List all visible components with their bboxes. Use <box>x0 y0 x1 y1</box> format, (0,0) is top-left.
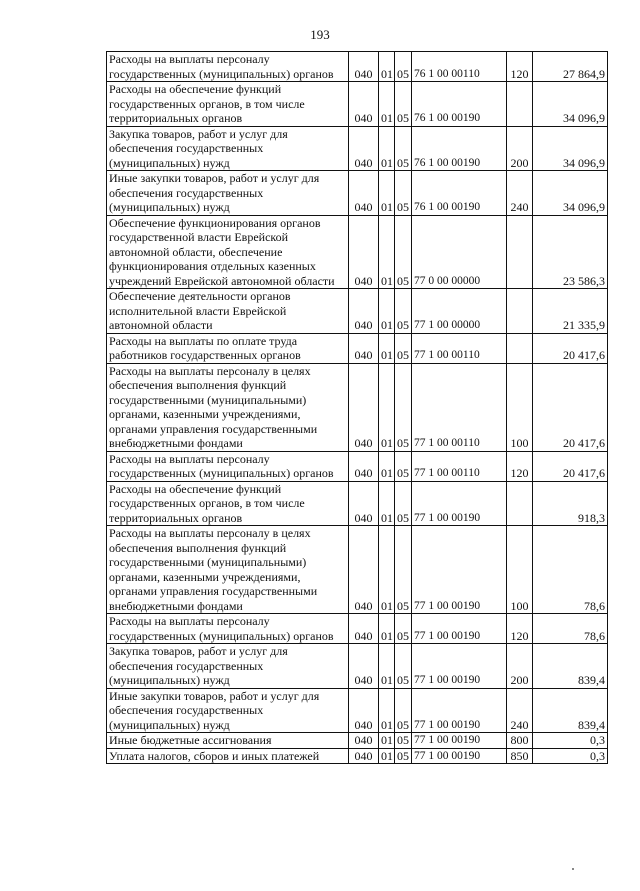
table-row <box>107 644 608 689</box>
section-code: 01 <box>379 126 395 171</box>
row-name: Закупка товаров, работ и услуг для обеспечения государственных (муниципальных) нужд <box>107 126 349 171</box>
amount: 839,4 <box>533 644 608 689</box>
row-name: Обеспечение функционирования органов государственной власти Еврейской автономной области, обеспечение функционирования отдельных казенных учреждений Еврейской автономной области <box>107 215 349 289</box>
row-name: Расходы на выплаты персоналу государственных (муниципальных) органов <box>107 614 349 644</box>
table-row <box>107 126 608 171</box>
subsection-code: 05 <box>395 688 412 733</box>
target-article-code: 77 1 00 00110 <box>412 451 507 481</box>
target-article-code: 77 1 00 00190 <box>412 733 507 749</box>
grbs-code: 040 <box>349 171 379 216</box>
section-code: 01 <box>379 481 395 526</box>
grbs-code: 040 <box>349 733 379 749</box>
expense-type-code <box>507 82 533 127</box>
target-article-code: 77 1 00 00190 <box>412 481 507 526</box>
row-name: Иные закупки товаров, работ и услуг для обеспечения государственных (муниципальных) нужд <box>107 171 349 216</box>
grbs-code: 040 <box>349 363 379 451</box>
section-code: 01 <box>379 215 395 289</box>
target-article-code: 76 1 00 00110 <box>412 52 507 82</box>
expense-type-code: 240 <box>507 171 533 216</box>
amount: 34 096,9 <box>533 126 608 171</box>
table-row <box>107 481 608 526</box>
grbs-code: 040 <box>349 526 379 614</box>
table-row <box>107 526 608 614</box>
row-name: Расходы на выплаты персоналу в целях обеспечения выполнения функций государственными (муниципальными) органами, казенными учреждениями, органами управления государственными внебюджетными фондами <box>107 363 349 451</box>
page-number: 193 <box>310 27 330 42</box>
section-code: 01 <box>379 733 395 749</box>
section-code: 01 <box>379 52 395 82</box>
target-article-code: 77 1 00 00190 <box>412 748 507 764</box>
row-name: Расходы на выплаты персоналу государственных (муниципальных) органов <box>107 52 349 82</box>
section-code: 01 <box>379 171 395 216</box>
table-row <box>107 52 608 82</box>
table-row <box>107 688 608 733</box>
expense-type-code: 120 <box>507 52 533 82</box>
expense-type-code: 800 <box>507 733 533 749</box>
grbs-code: 040 <box>349 215 379 289</box>
subsection-code: 05 <box>395 52 412 82</box>
amount: 34 096,9 <box>533 171 608 216</box>
amount: 20 417,6 <box>533 333 608 363</box>
scan-speck <box>572 868 574 870</box>
subsection-code: 05 <box>395 363 412 451</box>
amount: 21 335,9 <box>533 289 608 334</box>
subsection-code: 05 <box>395 82 412 127</box>
grbs-code: 040 <box>349 52 379 82</box>
table-row <box>107 289 608 334</box>
subsection-code: 05 <box>395 614 412 644</box>
section-code: 01 <box>379 363 395 451</box>
grbs-code: 040 <box>349 748 379 764</box>
expense-type-code: 240 <box>507 688 533 733</box>
amount: 23 586,3 <box>533 215 608 289</box>
subsection-code: 05 <box>395 171 412 216</box>
table-row <box>107 748 608 764</box>
section-code: 01 <box>379 644 395 689</box>
amount: 78,6 <box>533 526 608 614</box>
target-article-code: 77 1 00 00190 <box>412 688 507 733</box>
section-code: 01 <box>379 82 395 127</box>
expense-type-code <box>507 481 533 526</box>
table-row <box>107 363 608 451</box>
amount: 27 864,9 <box>533 52 608 82</box>
expense-type-code <box>507 289 533 334</box>
row-name: Расходы на обеспечение функций государственных органов, в том числе территориальных органов <box>107 82 349 127</box>
section-code: 01 <box>379 748 395 764</box>
target-article-code: 77 1 00 00190 <box>412 614 507 644</box>
section-code: 01 <box>379 451 395 481</box>
grbs-code: 040 <box>349 614 379 644</box>
section-code: 01 <box>379 333 395 363</box>
expense-type-code <box>507 215 533 289</box>
subsection-code: 05 <box>395 333 412 363</box>
target-article-code: 77 1 00 00110 <box>412 363 507 451</box>
expense-type-code: 200 <box>507 126 533 171</box>
amount: 20 417,6 <box>533 363 608 451</box>
expense-type-code: 100 <box>507 526 533 614</box>
target-article-code: 76 1 00 00190 <box>412 82 507 127</box>
subsection-code: 05 <box>395 748 412 764</box>
row-name: Расходы на обеспечение функций государственных органов, в том числе территориальных органов <box>107 481 349 526</box>
section-code: 01 <box>379 289 395 334</box>
amount: 78,6 <box>533 614 608 644</box>
subsection-code: 05 <box>395 126 412 171</box>
target-article-code: 76 1 00 00190 <box>412 171 507 216</box>
subsection-code: 05 <box>395 481 412 526</box>
subsection-code: 05 <box>395 215 412 289</box>
row-name: Расходы на выплаты персоналу государственных (муниципальных) органов <box>107 451 349 481</box>
expense-type-code: 850 <box>507 748 533 764</box>
expense-type-code: 120 <box>507 614 533 644</box>
subsection-code: 05 <box>395 526 412 614</box>
amount: 0,3 <box>533 748 608 764</box>
target-article-code: 76 1 00 00190 <box>412 126 507 171</box>
amount: 839,4 <box>533 688 608 733</box>
table-row <box>107 171 608 216</box>
expense-type-code <box>507 333 533 363</box>
target-article-code: 77 1 00 00190 <box>412 644 507 689</box>
row-name: Расходы на выплаты по оплате труда работников государственных органов <box>107 333 349 363</box>
expense-type-code: 200 <box>507 644 533 689</box>
table-row <box>107 215 608 289</box>
table-row <box>107 333 608 363</box>
target-article-code: 77 1 00 00000 <box>412 289 507 334</box>
target-article-code: 77 1 00 00190 <box>412 526 507 614</box>
grbs-code: 040 <box>349 451 379 481</box>
amount: 34 096,9 <box>533 82 608 127</box>
table-row <box>107 733 608 749</box>
row-name: Иные закупки товаров, работ и услуг для обеспечения государственных (муниципальных) нужд <box>107 688 349 733</box>
target-article-code: 77 0 00 00000 <box>412 215 507 289</box>
row-name: Уплата налогов, сборов и иных платежей <box>107 748 349 764</box>
grbs-code: 040 <box>349 126 379 171</box>
section-code: 01 <box>379 614 395 644</box>
section-code: 01 <box>379 526 395 614</box>
amount: 0,3 <box>533 733 608 749</box>
row-name: Иные бюджетные ассигнования <box>107 733 349 749</box>
row-name: Расходы на выплаты персоналу в целях обеспечения выполнения функций государственными (муниципальными) органами, казенными учреждениями, органами управления государственными внебюджетными фондами <box>107 526 349 614</box>
row-name: Закупка товаров, работ и услуг для обеспечения государственных (муниципальных) нужд <box>107 644 349 689</box>
table-row <box>107 451 608 481</box>
row-name: Обеспечение деятельности органов исполнительной власти Еврейской автономной области <box>107 289 349 334</box>
target-article-code: 77 1 00 00110 <box>412 333 507 363</box>
table-row <box>107 82 608 127</box>
table-row <box>107 614 608 644</box>
amount: 918,3 <box>533 481 608 526</box>
grbs-code: 040 <box>349 333 379 363</box>
grbs-code: 040 <box>349 688 379 733</box>
subsection-code: 05 <box>395 451 412 481</box>
grbs-code: 040 <box>349 481 379 526</box>
subsection-code: 05 <box>395 289 412 334</box>
section-code: 01 <box>379 688 395 733</box>
amount: 20 417,6 <box>533 451 608 481</box>
grbs-code: 040 <box>349 644 379 689</box>
subsection-code: 05 <box>395 733 412 749</box>
grbs-code: 040 <box>349 289 379 334</box>
expense-type-code: 120 <box>507 451 533 481</box>
expense-type-code: 100 <box>507 363 533 451</box>
budget-table <box>106 51 608 764</box>
grbs-code: 040 <box>349 82 379 127</box>
subsection-code: 05 <box>395 644 412 689</box>
